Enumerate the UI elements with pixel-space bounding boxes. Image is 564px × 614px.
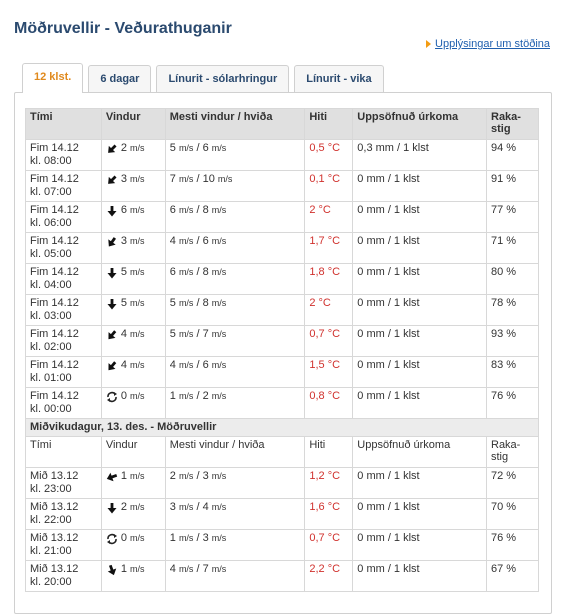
precipitation-cell: 0 mm / 1 klst	[353, 202, 487, 233]
wind-cell	[101, 561, 165, 592]
wind-speed-text: 5 m/s	[120, 297, 145, 309]
wind-cell	[101, 326, 165, 357]
table-row	[26, 140, 539, 171]
wind-unit: m/s	[130, 360, 145, 370]
page-title: Möðruvellir - Veðurathuganir	[14, 20, 232, 37]
temperature-cell: 2,2 °C	[305, 561, 353, 592]
table-row	[26, 171, 539, 202]
wind-speed-text: 3 m/s	[120, 173, 145, 185]
date-text: Mið 13.12	[30, 501, 79, 513]
day-separator-row	[26, 419, 539, 437]
humidity-cell: 91 %	[487, 171, 539, 202]
wind-unit: m/s	[211, 267, 227, 277]
date-text: Fim 14.12	[30, 328, 79, 340]
column-header: Uppsöfnuð úrkoma	[353, 437, 487, 468]
wind-value	[106, 235, 161, 248]
wind-speed-text: 0 m/s	[120, 532, 145, 544]
hour-text: kl. 01:00	[30, 372, 72, 384]
wind-unit: m/s	[211, 329, 227, 339]
wind-unit: m/s	[178, 267, 194, 277]
temperature-cell: 0,8 °C	[305, 388, 353, 419]
wind-speed-text: 6 m/s	[120, 204, 145, 216]
hour-text: kl. 03:00	[30, 310, 72, 322]
column-header: Raka-stig	[487, 437, 539, 468]
max-wind-gust-cell: 5 m/s / 7 m/s	[165, 326, 305, 357]
wind-unit: m/s	[211, 298, 227, 308]
time-cell	[26, 140, 102, 171]
wind-cell	[101, 530, 165, 561]
max-wind-gust-cell: 5 m/s / 6 m/s	[165, 140, 305, 171]
temperature-cell: 0,7 °C	[305, 326, 353, 357]
column-header: Mesti vindur / hviða	[165, 109, 305, 140]
wind-unit: m/s	[178, 564, 194, 574]
wind-cell	[101, 140, 165, 171]
temperature-cell: 1,7 °C	[305, 233, 353, 264]
wind-unit: m/s	[217, 174, 233, 184]
precipitation-cell: 0 mm / 1 klst	[353, 499, 487, 530]
humidity-cell: 77 %	[487, 202, 539, 233]
table-row	[26, 326, 539, 357]
wind-cell	[101, 202, 165, 233]
max-wind-gust-cell: 7 m/s / 10 m/s	[165, 171, 305, 202]
table-row	[26, 561, 539, 592]
wind-direction-arrow-icon	[106, 564, 118, 576]
date-text: Mið 13.12	[30, 470, 79, 482]
column-header: Tími	[26, 109, 102, 140]
max-wind-gust-cell: 3 m/s / 4 m/s	[165, 499, 305, 530]
time-cell	[26, 561, 102, 592]
wind-direction-arrow-icon	[106, 471, 118, 483]
tab-chart-week[interactable]: Línurit - vika	[294, 65, 383, 92]
humidity-cell: 71 %	[487, 233, 539, 264]
time-cell	[26, 468, 102, 499]
precipitation-cell: 0 mm / 1 klst	[353, 326, 487, 357]
wind-unit: m/s	[178, 143, 194, 153]
wind-speed-text: 3 m/s	[120, 235, 145, 247]
wind-cell	[101, 295, 165, 326]
wind-unit: m/s	[211, 471, 227, 481]
calm-wind-icon	[106, 533, 118, 545]
day-separator: Miðvikudagur, 13. des. - Möðruvellir	[26, 419, 539, 437]
precipitation-cell: 0 mm / 1 klst	[353, 233, 487, 264]
table-row	[26, 468, 539, 499]
arrow-right-icon	[426, 40, 431, 48]
date-text: Fim 14.12	[30, 235, 79, 247]
date-text: Fim 14.12	[30, 297, 79, 309]
wind-direction-arrow-icon	[106, 329, 118, 341]
wind-unit: m/s	[130, 143, 145, 153]
wind-unit: m/s	[178, 471, 194, 481]
table-row	[26, 202, 539, 233]
wind-cell	[101, 264, 165, 295]
wind-direction-arrow-icon	[106, 143, 118, 155]
precipitation-cell: 0,3 mm / 1 klst	[353, 140, 487, 171]
wind-value	[106, 470, 161, 483]
table-row	[26, 295, 539, 326]
wind-cell	[101, 499, 165, 530]
wind-unit: m/s	[178, 236, 194, 246]
wind-unit: m/s	[130, 298, 145, 308]
temperature-cell: 0,7 °C	[305, 530, 353, 561]
max-wind-gust-cell: 4 m/s / 6 m/s	[165, 233, 305, 264]
time-cell	[26, 171, 102, 202]
wind-value	[106, 390, 161, 403]
time-cell	[26, 388, 102, 419]
precipitation-cell: 0 mm / 1 klst	[353, 561, 487, 592]
observations-table	[25, 108, 539, 592]
wind-speed-text: 5 m/s	[120, 266, 145, 278]
temperature-cell: 2 °C	[305, 202, 353, 233]
time-cell	[26, 357, 102, 388]
wind-unit: m/s	[211, 236, 227, 246]
time-cell	[26, 326, 102, 357]
column-header: Raka-stig	[487, 109, 539, 140]
wind-speed-text: 4 m/s	[120, 328, 145, 340]
wind-speed-text: 2 m/s	[120, 501, 145, 513]
wind-direction-arrow-icon	[106, 205, 118, 217]
column-header: Hiti	[305, 109, 353, 140]
wind-direction-arrow-icon	[106, 267, 118, 279]
hour-text: kl. 23:00	[30, 483, 72, 495]
wind-unit: m/s	[130, 174, 145, 184]
time-cell	[26, 233, 102, 264]
column-header: Vindur	[101, 109, 165, 140]
wind-value	[106, 328, 161, 341]
wind-speed-text: 4 m/s	[120, 359, 145, 371]
wind-unit: m/s	[178, 360, 194, 370]
wind-unit: m/s	[130, 564, 145, 574]
wind-cell	[101, 357, 165, 388]
wind-value	[106, 563, 161, 576]
wind-direction-arrow-icon	[106, 298, 118, 310]
tab-12-hours[interactable]: 12 klst.	[22, 63, 83, 93]
tab-bar	[22, 63, 384, 93]
date-text: Fim 14.12	[30, 266, 79, 278]
wind-unit: m/s	[211, 533, 227, 543]
wind-value	[106, 532, 161, 545]
max-wind-gust-cell: 4 m/s / 6 m/s	[165, 357, 305, 388]
wind-speed-text: 1 m/s	[120, 563, 145, 575]
hour-text: kl. 06:00	[30, 217, 72, 229]
date-text: Mið 13.12	[30, 563, 79, 575]
precipitation-cell: 0 mm / 1 klst	[353, 264, 487, 295]
wind-unit: m/s	[130, 236, 145, 246]
wind-unit: m/s	[178, 502, 194, 512]
wind-value	[106, 204, 161, 217]
hour-text: kl. 07:00	[30, 186, 72, 198]
wind-unit: m/s	[130, 205, 145, 215]
humidity-cell: 67 %	[487, 561, 539, 592]
hour-text: kl. 20:00	[30, 576, 72, 588]
table-row	[26, 264, 539, 295]
precipitation-cell: 0 mm / 1 klst	[353, 468, 487, 499]
wind-unit: m/s	[211, 143, 227, 153]
time-cell	[26, 295, 102, 326]
column-header: Hiti	[305, 437, 353, 468]
wind-unit: m/s	[211, 502, 227, 512]
column-header: Uppsöfnuð úrkoma	[353, 109, 487, 140]
max-wind-gust-cell: 6 m/s / 8 m/s	[165, 264, 305, 295]
date-text: Fim 14.12	[30, 390, 79, 402]
station-info-link[interactable]	[426, 38, 550, 50]
wind-cell	[101, 171, 165, 202]
table-row	[26, 388, 539, 419]
tab-chart-day[interactable]: Línurit - sólarhringur	[156, 65, 289, 92]
wind-unit: m/s	[178, 391, 194, 401]
date-text: Fim 14.12	[30, 142, 79, 154]
date-text: Fim 14.12	[30, 359, 79, 371]
time-cell	[26, 499, 102, 530]
humidity-cell: 80 %	[487, 264, 539, 295]
humidity-cell: 83 %	[487, 357, 539, 388]
hour-text: kl. 02:00	[30, 341, 72, 353]
wind-unit: m/s	[130, 329, 145, 339]
wind-unit: m/s	[178, 329, 194, 339]
table-row	[26, 499, 539, 530]
wind-unit: m/s	[211, 564, 227, 574]
humidity-cell: 72 %	[487, 468, 539, 499]
time-cell	[26, 530, 102, 561]
wind-direction-arrow-icon	[106, 236, 118, 248]
wind-unit: m/s	[211, 205, 227, 215]
max-wind-gust-cell: 5 m/s / 8 m/s	[165, 295, 305, 326]
table-header-row	[26, 437, 539, 468]
wind-unit: m/s	[130, 267, 145, 277]
date-text: Mið 13.12	[30, 532, 79, 544]
wind-unit: m/s	[178, 205, 194, 215]
temperature-cell: 1,8 °C	[305, 264, 353, 295]
time-cell	[26, 202, 102, 233]
wind-unit: m/s	[211, 391, 227, 401]
station-info-link-label: Upplýsingar um stöðina	[435, 38, 550, 50]
wind-value	[106, 266, 161, 279]
hour-text: kl. 21:00	[30, 545, 72, 557]
temperature-cell: 1,5 °C	[305, 357, 353, 388]
wind-speed-text: 0 m/s	[120, 390, 145, 402]
precipitation-cell: 0 mm / 1 klst	[353, 357, 487, 388]
tab-6-days[interactable]: 6 dagar	[88, 65, 151, 92]
wind-unit: m/s	[178, 174, 194, 184]
wind-unit: m/s	[211, 360, 227, 370]
max-wind-gust-cell: 4 m/s / 7 m/s	[165, 561, 305, 592]
wind-speed-text: 1 m/s	[120, 470, 145, 482]
wind-unit: m/s	[178, 533, 194, 543]
temperature-cell: 0,1 °C	[305, 171, 353, 202]
temperature-cell: 2 °C	[305, 295, 353, 326]
wind-cell	[101, 388, 165, 419]
precipitation-cell: 0 mm / 1 klst	[353, 171, 487, 202]
temperature-cell: 1,6 °C	[305, 499, 353, 530]
wind-value	[106, 359, 161, 372]
humidity-cell: 78 %	[487, 295, 539, 326]
max-wind-gust-cell: 1 m/s / 2 m/s	[165, 388, 305, 419]
humidity-cell: 94 %	[487, 140, 539, 171]
wind-unit: m/s	[130, 391, 145, 401]
hour-text: kl. 22:00	[30, 514, 72, 526]
hour-text: kl. 05:00	[30, 248, 72, 260]
calm-wind-icon	[106, 391, 118, 403]
date-text: Fim 14.12	[30, 204, 79, 216]
date-text: Fim 14.12	[30, 173, 79, 185]
wind-speed-text: 2 m/s	[120, 142, 145, 154]
humidity-cell: 76 %	[487, 388, 539, 419]
hour-text: kl. 04:00	[30, 279, 72, 291]
wind-unit: m/s	[130, 471, 145, 481]
column-header: Tími	[26, 437, 102, 468]
humidity-cell: 76 %	[487, 530, 539, 561]
humidity-cell: 93 %	[487, 326, 539, 357]
wind-unit: m/s	[178, 298, 194, 308]
wind-value	[106, 297, 161, 310]
max-wind-gust-cell: 2 m/s / 3 m/s	[165, 468, 305, 499]
hour-text: kl. 08:00	[30, 155, 72, 167]
table-row	[26, 357, 539, 388]
wind-value	[106, 501, 161, 514]
wind-value	[106, 142, 161, 155]
humidity-cell: 70 %	[487, 499, 539, 530]
hour-text: kl. 00:00	[30, 403, 72, 415]
max-wind-gust-cell: 6 m/s / 8 m/s	[165, 202, 305, 233]
precipitation-cell: 0 mm / 1 klst	[353, 530, 487, 561]
wind-cell	[101, 468, 165, 499]
wind-cell	[101, 233, 165, 264]
wind-direction-arrow-icon	[106, 174, 118, 186]
time-cell	[26, 264, 102, 295]
temperature-cell: 1,2 °C	[305, 468, 353, 499]
wind-unit: m/s	[130, 502, 145, 512]
max-wind-gust-cell: 1 m/s / 3 m/s	[165, 530, 305, 561]
wind-value	[106, 173, 161, 186]
temperature-cell: 0,5 °C	[305, 140, 353, 171]
precipitation-cell: 0 mm / 1 klst	[353, 388, 487, 419]
table-row	[26, 233, 539, 264]
table-header-row	[26, 109, 539, 140]
wind-direction-arrow-icon	[106, 360, 118, 372]
column-header: Vindur	[101, 437, 165, 468]
precipitation-cell: 0 mm / 1 klst	[353, 295, 487, 326]
column-header: Mesti vindur / hviða	[165, 437, 305, 468]
wind-direction-arrow-icon	[106, 502, 118, 514]
table-row	[26, 530, 539, 561]
wind-unit: m/s	[130, 533, 145, 543]
